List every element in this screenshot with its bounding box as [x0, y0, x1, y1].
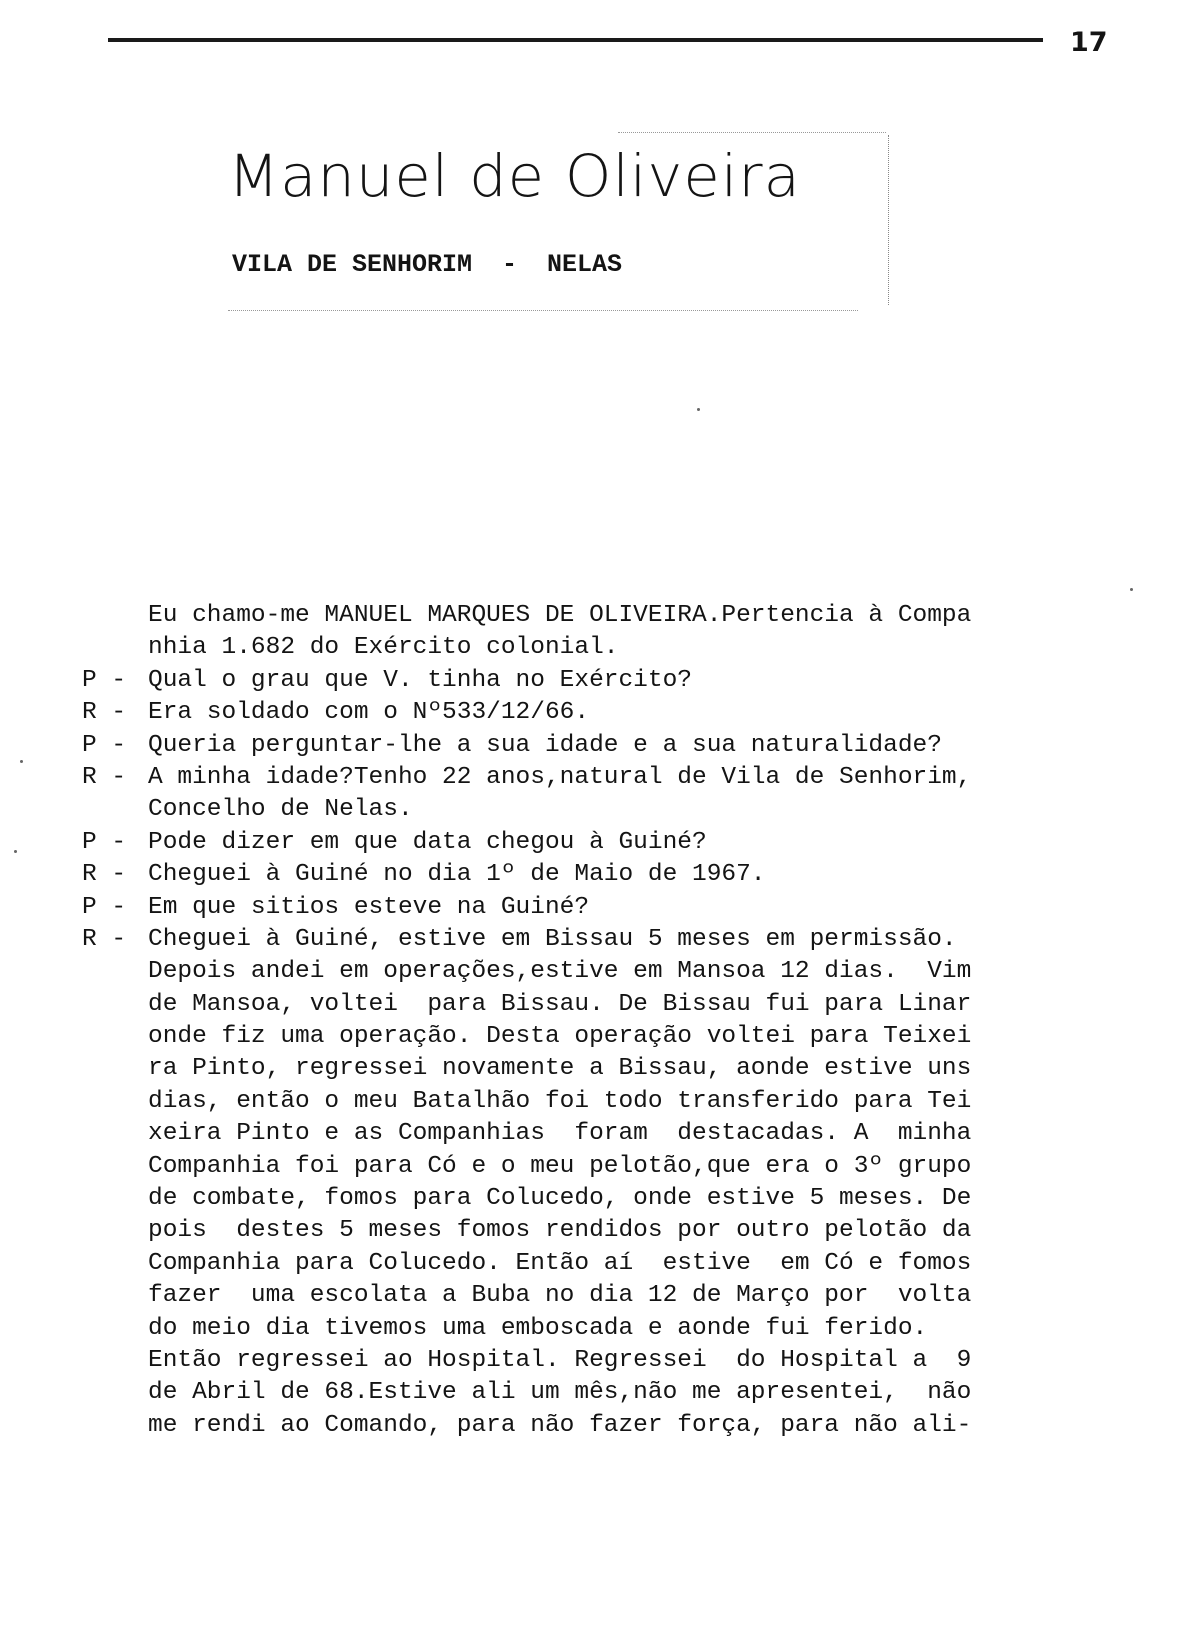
line-text: Pode dizer em que data chegou à Guiné? — [148, 828, 707, 856]
transcript-line — [82, 600, 1042, 632]
transcript-line — [82, 1280, 1042, 1312]
interviewee-place-subtitle: VILA DE SENHORIM - NELAS — [232, 250, 623, 279]
line-text: A minha idade?Tenho 22 anos,natural de Vila de Senhorim, — [148, 763, 972, 791]
line-text: nhia 1.682 do Exército colonial. — [148, 634, 619, 662]
transcript-line — [82, 1053, 1042, 1085]
line-text: Depois andei em operações,estive em Mansoa 12 dias. Vim — [148, 958, 972, 986]
transcript-line — [82, 859, 1042, 891]
line-text: Concelho de Nelas. — [148, 796, 413, 824]
line-text: do meio dia tivemos uma emboscada e aonde fui ferido. — [148, 1314, 928, 1342]
transcript-line — [82, 1151, 1042, 1183]
line-marker: R - — [82, 861, 127, 889]
transcript-line — [82, 924, 1042, 956]
line-text: Era soldado com o Nº533/12/66. — [148, 699, 590, 727]
transcript-line — [82, 1086, 1042, 1118]
line-marker: P - — [82, 828, 127, 856]
transcript-line — [82, 1345, 1042, 1377]
line-marker: R - — [82, 925, 127, 953]
header-top-border — [618, 132, 886, 133]
transcript-line — [82, 1377, 1042, 1409]
line-marker: R - — [82, 699, 127, 727]
line-text: xeira Pinto e as Companhias foram destacadas. A minha — [148, 1120, 972, 1148]
transcript-line — [82, 1021, 1042, 1053]
top-rule — [108, 38, 1043, 42]
transcript-line — [82, 665, 1042, 697]
scan-speck — [697, 408, 700, 411]
transcript-line — [82, 1215, 1042, 1247]
transcript-line — [82, 697, 1042, 729]
line-marker: P - — [82, 666, 127, 694]
line-text: onde fiz uma operação. Desta operação voltei para Teixei — [148, 1023, 972, 1051]
interviewee-name-title: Manuel de Oliveira — [228, 142, 801, 210]
line-text: Queria perguntar-lhe a sua idade e a sua naturalidade? — [148, 731, 942, 759]
scan-speck — [14, 850, 17, 853]
transcript-line — [82, 794, 1042, 826]
line-text: ra Pinto, regressei novamente a Bissau, aonde estive uns — [148, 1055, 972, 1083]
line-text: Qual o grau que V. tinha no Exército? — [148, 666, 692, 694]
transcript-line — [82, 1183, 1042, 1215]
line-text: Cheguei à Guiné, estive em Bissau 5 meses em permissão. — [148, 925, 957, 953]
line-text: me rendi ao Comando, para não fazer força, para não ali- — [148, 1411, 972, 1439]
transcript-line — [82, 762, 1042, 794]
transcript-line — [82, 989, 1042, 1021]
line-text: de Mansoa, voltei para Bissau. De Bissau fui para Linar — [148, 990, 972, 1018]
line-text: fazer uma escolata a Buba no dia 12 de Março por volta — [148, 1282, 972, 1310]
transcript-line — [82, 632, 1042, 664]
transcript-line — [82, 827, 1042, 859]
scan-speck — [1130, 588, 1133, 591]
scan-speck — [20, 760, 23, 763]
header-right-border — [888, 135, 889, 305]
transcript-line — [82, 1313, 1042, 1345]
transcript-line — [82, 730, 1042, 762]
line-text: dias, então o meu Batalhão foi todo transferido para Tei — [148, 1087, 972, 1115]
line-text: Então regressei ao Hospital. Regressei do Hospital a 9 — [148, 1346, 972, 1374]
line-text: de Abril de 68.Estive ali um mês,não me apresentei, não — [148, 1379, 972, 1407]
transcript-line — [82, 1118, 1042, 1150]
line-text: Eu chamo-me MANUEL MARQUES DE OLIVEIRA.Pertencia à Compa — [148, 602, 972, 629]
line-text: Em que sitios esteve na Guiné? — [148, 893, 590, 921]
line-marker: R - — [82, 763, 127, 791]
interview-transcript — [82, 600, 1042, 1442]
line-text: Companhia foi para Có e o meu pelotão,que era o 3º grupo — [148, 1152, 972, 1180]
header-bottom-border — [228, 310, 858, 311]
page-number: 17 — [1070, 27, 1108, 58]
transcript-line — [82, 1248, 1042, 1280]
line-text: de combate, fomos para Colucedo, onde estive 5 meses. De — [148, 1185, 972, 1213]
transcript-line — [82, 892, 1042, 924]
line-marker: P - — [82, 731, 127, 759]
transcript-line — [82, 956, 1042, 988]
transcript-line — [82, 1410, 1042, 1442]
line-text: pois destes 5 meses fomos rendidos por outro pelotão da — [148, 1217, 972, 1245]
line-text: Cheguei à Guiné no dia 1º de Maio de 1967. — [148, 861, 766, 889]
line-text: Companhia para Colucedo. Então aí estive em Có e fomos — [148, 1249, 972, 1277]
line-marker: P - — [82, 893, 127, 921]
